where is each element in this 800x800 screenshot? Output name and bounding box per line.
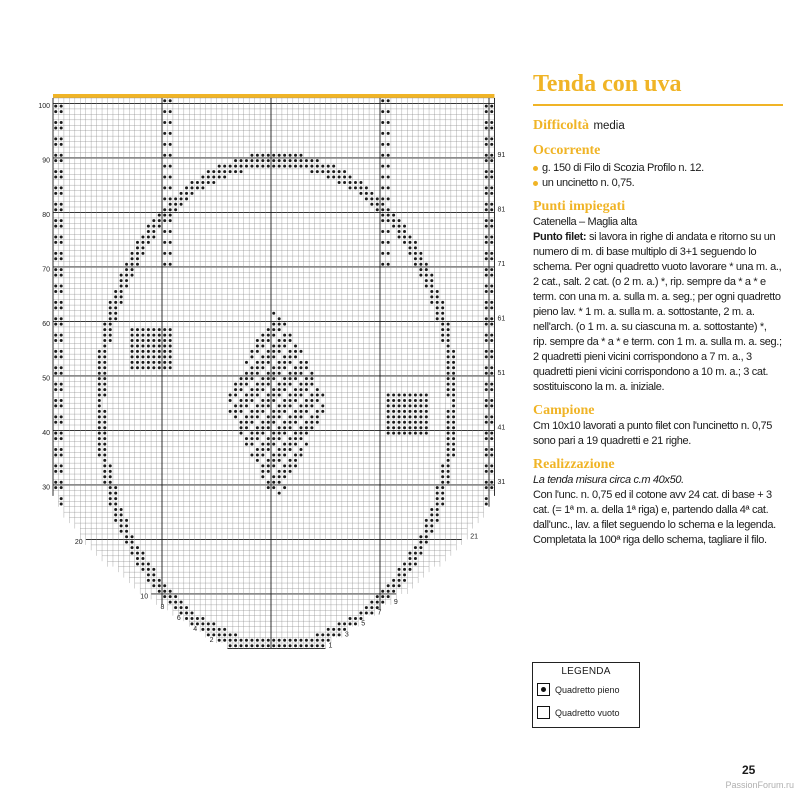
- difficulty-section: [533, 116, 783, 134]
- filled-square-icon: [537, 683, 550, 696]
- instructions-heading: Realizzazione: [533, 457, 615, 472]
- gauge-heading: Campione: [533, 403, 595, 418]
- row-label-right: 7: [377, 609, 382, 617]
- row-label-right: 5: [361, 620, 366, 628]
- filet-stitch-label: Punto filet:: [533, 231, 587, 243]
- stitches-heading: Punti impiegati: [533, 199, 626, 214]
- stitches-section: [533, 199, 783, 395]
- title-divider: [533, 104, 783, 106]
- empty-square-icon: [537, 706, 550, 719]
- instructions-column: [533, 70, 783, 548]
- row-label-left: 30: [42, 484, 50, 492]
- row-label-right: 91: [497, 151, 506, 159]
- legend-title: LEGENDA: [561, 666, 611, 677]
- row-label-right: 31: [497, 478, 506, 486]
- legend-row-full: [537, 683, 620, 696]
- row-label-right: 61: [497, 315, 506, 323]
- size-note: La tenda misura circa c.m 40x50.: [533, 474, 684, 486]
- gauge-text: Cm 10x10 lavorati a punto filet con l'uncinetto n. 0,75 sono pari a 19 quadretti e 21 righe.: [533, 420, 773, 447]
- row-label-left: 20: [74, 538, 83, 546]
- row-label-left: 10: [140, 593, 149, 601]
- chart-header-strip: [53, 94, 494, 98]
- row-label-left: 50: [42, 375, 50, 383]
- filet-stitch-text: si lavora in righe di andata e ritorno su un numero di m. di base multiplo di 3+1 seguendo lo schema. Per ogni quadretto vuoto lavorare * una m. a., 2 cat., salt. 2 cat. (o 2 m. a.) *, rip. sempre da * a * e term. con una m. a. sulla m. a. seg.; per ogni quadretto pieno lav. * 1 m. a. sulla m. a. sottostante, 2 m. a. nell'arch. (o 1 m. a. su ciascuna m. a. sottostante) *, rip. sempre da * a * e term. con 1 m. a. sulla m. a. seg.; 2 quadretti pieni vicini corrispondono a 7 m. a., 3 quadretti pieni vicini corrispondono a 10 m. a.; 3 cat. sostituiscono la m. a. iniziale.: [533, 231, 782, 393]
- row-label-right: 1: [328, 642, 333, 650]
- filet-stitch-description: [533, 230, 783, 395]
- row-label-left: 4: [193, 626, 198, 634]
- legend-empty-label: Quadretto vuoto: [555, 707, 620, 718]
- row-label-right: 81: [497, 206, 506, 214]
- row-label-left: 70: [42, 266, 50, 274]
- materials-item: g. 150 di Filo di Scozia Profilo n. 12.: [533, 161, 783, 176]
- difficulty-heading: Difficoltà: [533, 118, 589, 133]
- gauge-section: [533, 403, 783, 449]
- row-label-left: 60: [42, 320, 50, 328]
- instructions-text: Con l'unc. n. 0,75 ed il cotone avv 24 cat. di base + 3 cat. (= 1ª m. a. della 1ª riga) e, partendo dalla 4ª cat. dall'unc., lav. a filet seguendo lo schema e la legenda. Completata la 100ª riga dello schema, tagliare il filo.: [533, 489, 776, 546]
- row-label-right: 41: [497, 424, 506, 432]
- page-title: Tenda con uva: [533, 71, 682, 97]
- row-label-right: 21: [470, 533, 478, 541]
- legend-box: [532, 662, 640, 728]
- row-label-right: 51: [497, 369, 506, 377]
- difficulty-value: media: [593, 120, 625, 132]
- stitches-list: Catenella – Maglia alta: [533, 216, 637, 228]
- row-label-right: 3: [344, 631, 349, 639]
- instructions-section: [533, 457, 783, 548]
- materials-section: [533, 143, 783, 191]
- materials-item: un uncinetto n. 0,75.: [533, 176, 783, 191]
- grid-cells: [54, 99, 493, 650]
- materials-list: [533, 161, 783, 191]
- row-label-right: 9: [393, 598, 398, 606]
- row-label-left: 80: [42, 211, 50, 219]
- page-number: 25: [742, 763, 756, 777]
- row-label-left: 40: [42, 429, 50, 437]
- watermark: PassionForum.ru: [725, 780, 794, 790]
- legend-full-label: Quadretto pieno: [555, 684, 620, 695]
- row-label-left: 8: [160, 604, 165, 612]
- row-label-right: 71: [497, 260, 506, 268]
- materials-heading: Occorrente: [533, 143, 601, 158]
- row-label-left: 2: [209, 636, 214, 644]
- row-label-left: 6: [176, 615, 181, 623]
- row-label-left: 100: [38, 102, 50, 110]
- row-label-left: 90: [42, 157, 50, 165]
- legend-row-empty: [537, 706, 620, 719]
